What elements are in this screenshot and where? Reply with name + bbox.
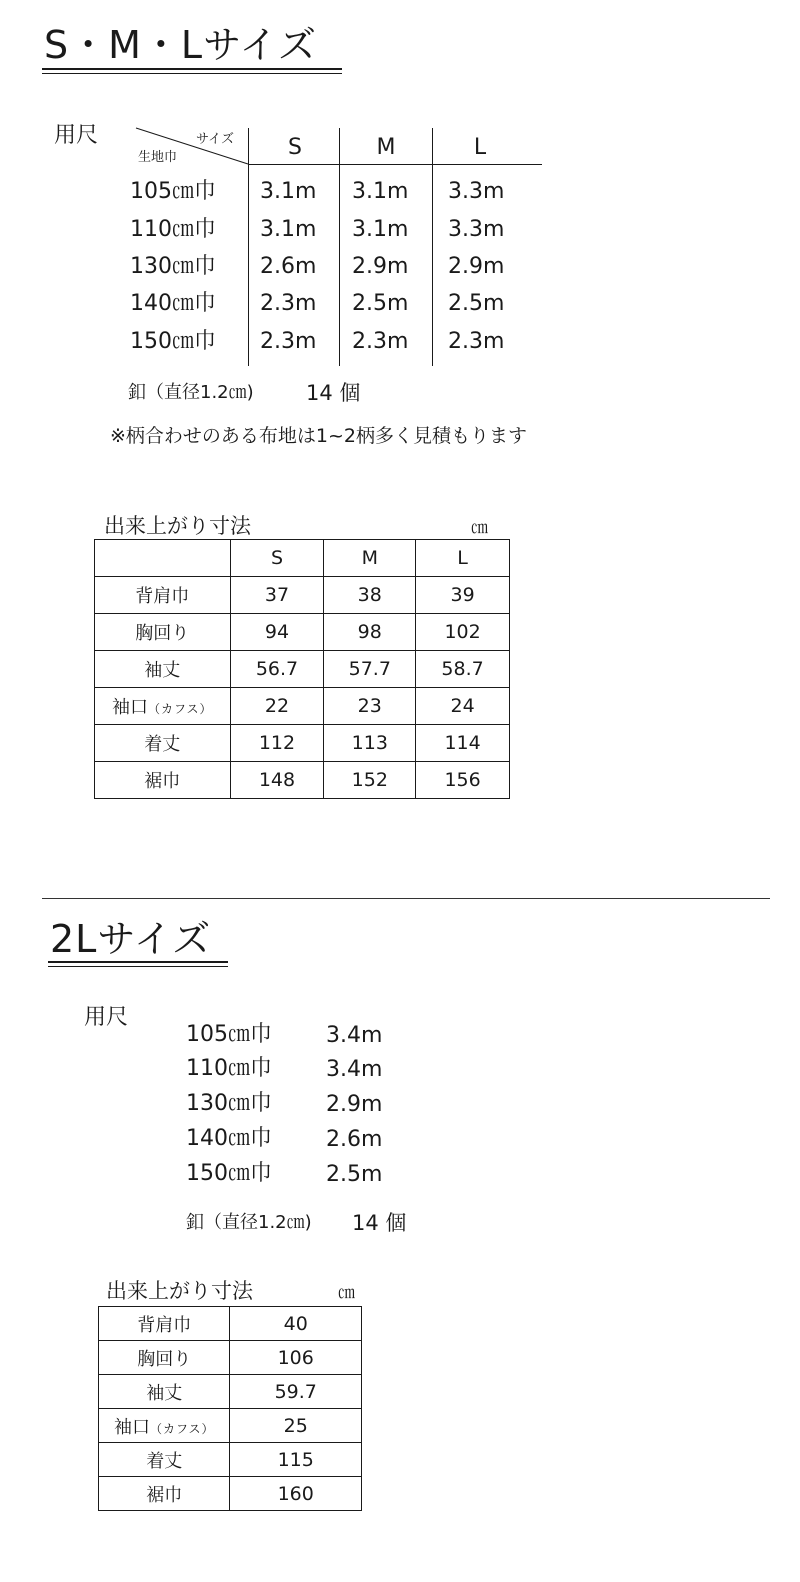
- title-underline-2: [42, 73, 342, 74]
- yardage-value-l: 2.5m: [448, 291, 505, 316]
- table-row: [95, 725, 510, 762]
- table-row: [99, 1375, 362, 1409]
- row-label: 袖丈: [99, 1375, 230, 1409]
- yardage-header-l: L: [473, 135, 487, 160]
- yardage-value-m: 2.9m: [352, 254, 409, 279]
- value-s: 22: [230, 688, 324, 725]
- yardage-width: 130㎝巾: [186, 1091, 272, 1116]
- yardage-value-m: 2.5m: [352, 291, 409, 316]
- yardage-value: 3.4m: [326, 1057, 383, 1082]
- value-l: 58.7: [416, 651, 510, 688]
- value-l: 156: [416, 762, 510, 799]
- row-label: 着丈: [95, 725, 231, 762]
- row-label-cuff: [99, 1409, 230, 1443]
- table-header-row: [95, 540, 510, 577]
- row-label: 袖口: [112, 697, 149, 718]
- row-label: 袖口: [113, 1416, 150, 1438]
- yardage-value-m: 2.3m: [352, 329, 409, 354]
- dimensions-unit-2l: ㎝: [338, 1283, 355, 1303]
- yardage-value-l: 3.3m: [448, 217, 505, 242]
- value-s: 94: [230, 614, 324, 651]
- dimensions-table-sml: [94, 539, 510, 799]
- value: 25: [230, 1409, 362, 1443]
- value-m: 152: [324, 762, 416, 799]
- row-label: 背肩巾: [95, 577, 231, 614]
- table-row: [95, 688, 510, 725]
- table-row: [95, 614, 510, 651]
- row-label: 胸回り: [99, 1341, 230, 1375]
- yardage-col-rule-3: [432, 128, 433, 366]
- yardage-width: 140㎝巾: [186, 1126, 272, 1151]
- value-l: 102: [416, 614, 510, 651]
- value-l: 114: [416, 725, 510, 762]
- yardage-value-m: 3.1m: [352, 179, 409, 204]
- yardage-header-m: M: [376, 135, 396, 160]
- header-s: S: [230, 540, 324, 577]
- yardage-value-s: 2.3m: [260, 291, 317, 316]
- yardage-label: 用尺: [54, 123, 99, 148]
- value-m: 57.7: [324, 651, 416, 688]
- table-row: [99, 1341, 362, 1375]
- corner-width-label: 生地巾: [138, 150, 178, 165]
- row-label: 裾巾: [99, 1477, 230, 1511]
- yardage-value: 3.4m: [326, 1023, 383, 1048]
- dimensions-title-2l: 出来上がり寸法: [106, 1279, 253, 1303]
- yardage-header-s: S: [288, 135, 302, 160]
- row-label: 胸回り: [95, 614, 231, 651]
- dimensions-title: 出来上がり寸法: [104, 514, 251, 538]
- yardage-width: 110㎝巾: [130, 217, 216, 242]
- value-l: 39: [416, 577, 510, 614]
- section-title-2l: 2Lサイズ: [50, 917, 212, 961]
- yardage-width: 150㎝巾: [130, 329, 216, 354]
- value: 40: [230, 1307, 362, 1341]
- header-empty-cell: [95, 540, 231, 577]
- value: 160: [230, 1477, 362, 1511]
- yardage-col-rule-1: [248, 128, 249, 366]
- buttons-label: 釦（直径1.2㎝): [128, 382, 254, 403]
- value: 59.7: [230, 1375, 362, 1409]
- yardage-width: 130㎝巾: [130, 254, 216, 279]
- buttons-count-2l: 14 個: [352, 1211, 407, 1235]
- table-row: [95, 651, 510, 688]
- table-row: [99, 1477, 362, 1511]
- buttons-count: 14 個: [306, 381, 361, 405]
- row-label-cuff: [95, 688, 231, 725]
- value-m: 38: [324, 577, 416, 614]
- yardage-label-2l: 用尺: [84, 1005, 129, 1030]
- value: 106: [230, 1341, 362, 1375]
- yardage-width: 140㎝巾: [130, 291, 216, 316]
- yardage-width: 150㎝巾: [186, 1161, 272, 1186]
- yardage-width: 105㎝巾: [130, 179, 216, 204]
- value-m: 98: [324, 614, 416, 651]
- value-s: 112: [230, 725, 324, 762]
- yardage-value-s: 2.6m: [260, 254, 317, 279]
- row-label-sub: （カフス）: [148, 702, 213, 716]
- row-label: 裾巾: [95, 762, 231, 799]
- dimensions-unit: ㎝: [471, 518, 488, 538]
- title-underline-2: [48, 966, 228, 967]
- yardage-col-rule-2: [339, 128, 340, 366]
- header-l: L: [416, 540, 510, 577]
- dimensions-table-2l: [98, 1306, 362, 1511]
- row-label: 着丈: [99, 1443, 230, 1477]
- table-row: [99, 1443, 362, 1477]
- table-row: [95, 762, 510, 799]
- yardage-value-l: 2.9m: [448, 254, 505, 279]
- table-row: [99, 1409, 362, 1443]
- value-s: 37: [230, 577, 324, 614]
- yardage-width: 110㎝巾: [186, 1056, 272, 1081]
- row-label: 背肩巾: [99, 1307, 230, 1341]
- row-label: 袖丈: [95, 651, 231, 688]
- yardage-value: 2.9m: [326, 1092, 383, 1117]
- yardage-width: 105㎝巾: [186, 1022, 272, 1047]
- value-s: 56.7: [230, 651, 324, 688]
- section-divider: [42, 898, 770, 899]
- yardage-value: 2.5m: [326, 1162, 383, 1187]
- value-l: 24: [416, 688, 510, 725]
- yardage-value-l: 2.3m: [448, 329, 505, 354]
- corner-size-label: サイズ: [196, 132, 234, 147]
- value-m: 113: [324, 725, 416, 762]
- title-underline: [42, 68, 342, 70]
- table-row: [99, 1307, 362, 1341]
- yardage-value-l: 3.3m: [448, 179, 505, 204]
- header-m: M: [324, 540, 416, 577]
- yardage-value-m: 3.1m: [352, 217, 409, 242]
- yardage-value-s: 3.1m: [260, 179, 317, 204]
- pattern-note: ※柄合わせのある布地は1~2柄多く見積もります: [110, 425, 528, 447]
- value-m: 23: [324, 688, 416, 725]
- section-title-sml: S・M・Lサイズ: [44, 23, 318, 67]
- yardage-value-s: 2.3m: [260, 329, 317, 354]
- buttons-label-2l: 釦（直径1.2㎝): [186, 1212, 312, 1233]
- value: 115: [230, 1443, 362, 1477]
- yardage-value-s: 3.1m: [260, 217, 317, 242]
- table-row: [95, 577, 510, 614]
- yardage-value: 2.6m: [326, 1127, 383, 1152]
- title-underline: [48, 961, 228, 963]
- value-s: 148: [230, 762, 324, 799]
- row-label-sub: （カフス）: [149, 1421, 215, 1436]
- yardage-header-rule: [248, 164, 542, 165]
